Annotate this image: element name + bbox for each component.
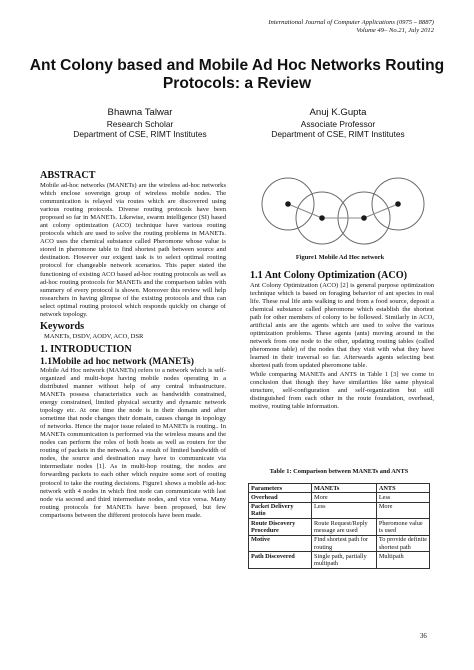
table-row: [249, 552, 430, 569]
manet-figure: [252, 170, 434, 260]
author-affiliation: Department of CSE, RIMT Institutes: [271, 129, 405, 140]
network-node: [395, 201, 401, 207]
comparison-table: [248, 483, 430, 569]
author-role: Research Scholar: [106, 118, 174, 129]
table-cell: More: [376, 502, 429, 519]
link-line: [364, 204, 398, 218]
figure-caption: Figure1 Mobile Ad Hoc network: [295, 254, 385, 261]
introduction-text: Mobile Ad Hoc network (MANETs) refers to a network which is self-organized and multi-hope having mobile nodes operating in a distributed manner without help of any central infrastructure. MANETs possess characteristics such as bandwidth constrained, energy constrained, limited physical security and dynamic network topology etc. At one time the node is in their domain and after sometime that node changes their domain, causes change in topology of networks. Hence the major issue related to MANETs is routing.. In MANETs communication is performed via the wireless means and the nodes can perform the roles of both hosts as well as routers for the routing of packets in the network. As a result of limited bandwidth of nodes, the source and destination may have to communicate via intermediate nodes [1]. As in multi-hop routing, the nodes are forwarding packets to each other which require some sort of routing protocol to take the routing decisions. Figure1 shows a mobile ad-hoc network with 4 nodes in which first node can communicate with last node via second and third intermediate nodes, and vice versa. Many routing protocols for MANETs have been proposed, but few comparisons between the different protocols have been made.: [40, 366, 226, 519]
author-role: Associate Professor: [300, 118, 376, 129]
table-header-cell: MANETs: [312, 484, 377, 493]
table-cell: Less: [312, 502, 377, 519]
network-node: [319, 215, 325, 221]
right-column: [250, 270, 434, 411]
introduction-heading: 1. INTRODUCTION: [40, 343, 132, 355]
table-row: [249, 519, 430, 536]
journal-volume: Volume 49– No.21, July 2012: [356, 27, 434, 35]
table-header-cell: ANTS: [376, 484, 429, 493]
table-row: [249, 493, 430, 502]
journal-header: [268, 19, 434, 36]
author-name: Bhawna Talwar: [107, 107, 173, 118]
table-cell: Packet Delivery Ratio: [249, 502, 312, 519]
network-node: [285, 201, 291, 207]
network-node: [361, 215, 367, 221]
table-caption: Table 1: Comparison between MANETs and ANTS: [269, 468, 409, 475]
aco-heading: 1.1 Ant Colony Optimization (ACO): [250, 270, 408, 281]
table-header-cell: Parameters: [249, 484, 312, 493]
table-cell: Less: [376, 493, 429, 502]
table-cell: Path Discovered: [249, 552, 312, 569]
journal-name: International Journal of Computer Applications (0975 – 8887): [268, 19, 434, 26]
table-row: [249, 535, 430, 552]
table-cell: Find shortest path for routing: [312, 535, 377, 552]
abstract-text: Mobile ad-hoc networks (MANETs) are the wireless ad-hoc networks which enclose sovereign group of wireless mobile nodes. The communication is relayed via routes which are discovered using various routing protocols. Diverse routing protocols have been proposed so far in MANETs. Likewise, swarm intelligence (SI) based ant colony optimization (ACO) technique have various routing protocols which are used to solve the routing problems in MANETs. ACO uses the chemical substance called Pheromone whose value is stored in pheromone table to find shortest path between source and destination. However our exigent task is to select optimal routing protocol for changeable network scenarios. This paper stated the functioning of existing ACO based ad-hoc routing protocols as well as ad-hoc routing protocols for MANETs and the comparison tables with summery of every protocol is shown. Moreover this review will help researchers in having glimpse of the existing protocols and thus can select optimal routing protocol which responds quickly on change of network topology.: [40, 182, 226, 318]
author-name: Anuj K.Gupta: [309, 107, 367, 118]
table-header-row: [249, 484, 430, 493]
table-cell: To provide definite shortest path: [376, 535, 429, 552]
abstract-heading: ABSTRACT: [40, 170, 96, 181]
table-cell: Pheromone value is used: [376, 519, 429, 536]
table-cell: Route Request/Reply message are used: [312, 519, 377, 536]
page-number: 36: [420, 633, 427, 640]
author-block-2: [258, 107, 418, 140]
aco-paragraph-2: While comparing MANETs and ANTS in Table 1 [3] we come to conclusion that though they have similarities like same physical structure, self-configuration and self-organization but still distinguished from each other in the route foundation, overhead, motive, routing table information.: [250, 370, 434, 410]
table-cell: Single path, partially multipath: [312, 552, 377, 569]
table-row: [249, 502, 430, 519]
author-block-1: [60, 107, 220, 140]
table-cell: Overhead: [249, 493, 312, 502]
table-cell: Motive: [249, 535, 312, 552]
table-cell: Route Discovery Procedure: [249, 519, 312, 536]
left-column: [40, 170, 226, 520]
author-affiliation: Department of CSE, RIMT Institutes: [73, 129, 207, 140]
keywords-text: MANETs, DSDV, AODV, ACO, DSR: [44, 332, 144, 340]
link-line: [288, 204, 322, 218]
aco-paragraph-1: Ant Colony Optimization (ACO) [2] is general purpose optimization technique which is based on foraging behavior of ant species in real life. These real life ants walking to and from a food source, deposit a chemical substance called pheromone which establish the shortest path for other members of colony to be followed. Similarly in ACO, artificial ants are the agents which are used to solve the various optimization problems. These agents (ants) moving around in the network from one node to the other, updating routing tables (called pheromone table) of the nodes that they visit with what they have learned in their traversal so far. Afterwards agents selecting best shortest path from updated pheromone table.: [250, 282, 434, 370]
table-cell: More: [312, 493, 377, 502]
table-cell: Multipath: [376, 552, 429, 569]
manet-subheading: 1.1Mobile ad hoc network (MANETs): [40, 355, 194, 367]
keywords-heading: Keywords: [40, 320, 85, 332]
paper-title: Ant Colony based and Mobile Ad Hoc Networks Routing Protocols: a Review: [29, 57, 445, 92]
